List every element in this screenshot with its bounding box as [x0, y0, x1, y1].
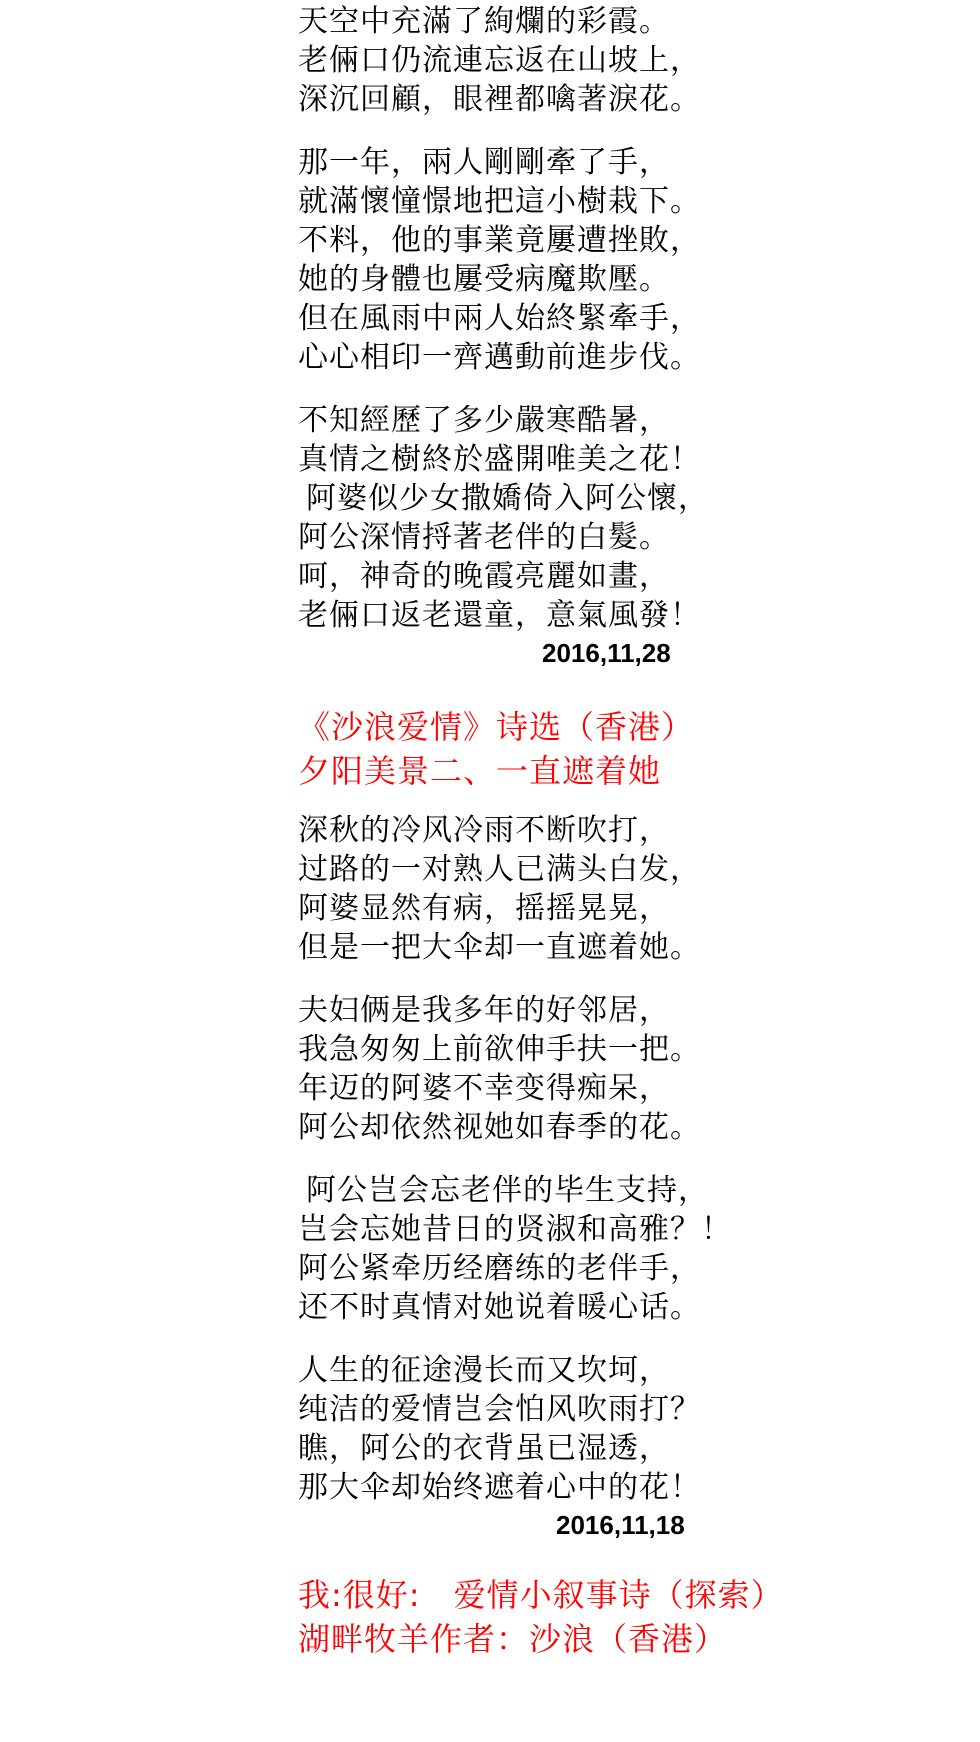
poem-line: 阿公岂会忘老伴的毕生支持， [306, 1173, 709, 1208]
poem-line: 深秋的冷风冷雨不断吹打， [298, 813, 670, 848]
section-gap [298, 1543, 958, 1573]
stanza-gap [298, 377, 958, 401]
stanza-gap [298, 1327, 958, 1351]
poem-1 [298, 2, 958, 671]
poem-title: 夕阳美景二、一直遮着她 [298, 752, 662, 790]
section-gap [298, 793, 958, 811]
poem-document [298, 0, 958, 1661]
stanza [298, 811, 958, 967]
poem-line: 人生的征途漫长而又坎坷， [298, 1353, 670, 1388]
poem-line: 但在風雨中兩人始終緊牽手， [298, 301, 701, 336]
poem-line: 不料，他的事業竟屢遭挫敗， [298, 223, 701, 258]
poem-date: 2016,11,18 [556, 1510, 685, 1540]
collection-title: 《沙浪爱情》诗选（香港） [298, 708, 695, 746]
poem-line: 阿公紧牵历经磨练的老伴手， [298, 1251, 701, 1286]
poem-line: 心心相印一齊邁動前進步伐。 [298, 340, 701, 375]
poem-line: 真情之樹終於盛開唯美之花！ [298, 442, 701, 477]
footer-author: 湖畔牧羊作者：沙浪（香港） [298, 1620, 728, 1658]
stanza [298, 1351, 958, 1507]
poem-line: 就滿懷憧憬地把這小樹栽下。 [298, 184, 701, 219]
poem-line: 不知經歷了多少嚴寒酷暑， [298, 403, 670, 438]
poem-line: 老倆口仍流連忘返在山坡上， [298, 43, 701, 78]
section-gap [298, 671, 958, 705]
poem-line: 呵，神奇的晚霞亮麗如畫， [298, 559, 670, 594]
stanza [298, 2, 958, 119]
stanza-gap [298, 1147, 958, 1171]
poem-line: 瞧，阿公的衣背虽已湿透， [298, 1431, 670, 1466]
poem-line: 阿婆似少女撒嬌倚入阿公懷， [306, 481, 709, 516]
poem-line: 深沉回顧，眼裡都噙著淚花。 [298, 82, 701, 117]
stanza [298, 143, 958, 377]
stanza [298, 1171, 958, 1327]
footer [298, 1573, 958, 1661]
stanza-gap [298, 967, 958, 991]
poem-line: 夫妇俩是我多年的好邻居， [298, 993, 670, 1028]
footer-line: 我:很好: 爱情小叙事诗（探索） [298, 1576, 784, 1614]
poem-line: 那大伞却始终遮着心中的花！ [298, 1470, 701, 1505]
stanza-gap [298, 119, 958, 143]
poem-line: 还不时真情对她说着暖心话。 [298, 1290, 701, 1325]
poem-line: 过路的一对熟人已满头白发， [298, 852, 701, 887]
poem-line: 她的身體也屢受病魔欺壓。 [298, 262, 670, 297]
poem-line: 岂会忘她昔日的贤淑和高雅？！ [298, 1212, 732, 1247]
poem-date: 2016,11,28 [542, 638, 671, 668]
poem-line: 我急匆匆上前欲伸手扶一把。 [298, 1032, 701, 1067]
stanza [298, 401, 958, 635]
poem-line: 但是一把大伞却一直遮着她。 [298, 930, 701, 965]
poem-line: 阿公深情捋著老伴的白髮。 [298, 520, 670, 555]
poem-2 [298, 811, 958, 1543]
poem-line: 老倆口返老還童，意氣風發！ [298, 598, 701, 633]
poem-line: 阿公却依然视她如春季的花。 [298, 1110, 701, 1145]
stanza [298, 991, 958, 1147]
poem-line: 纯洁的爱情岂会怕风吹雨打？ [298, 1392, 701, 1427]
poem-line: 年迈的阿婆不幸变得痴呆， [298, 1071, 670, 1106]
poem-line: 天空中充滿了絢爛的彩霞。 [298, 4, 670, 39]
poem-line: 那一年，兩人剛剛牽了手， [298, 145, 670, 180]
poem-line: 阿婆显然有病，摇摇晃晃， [298, 891, 670, 926]
poem-2-heading [298, 705, 958, 793]
